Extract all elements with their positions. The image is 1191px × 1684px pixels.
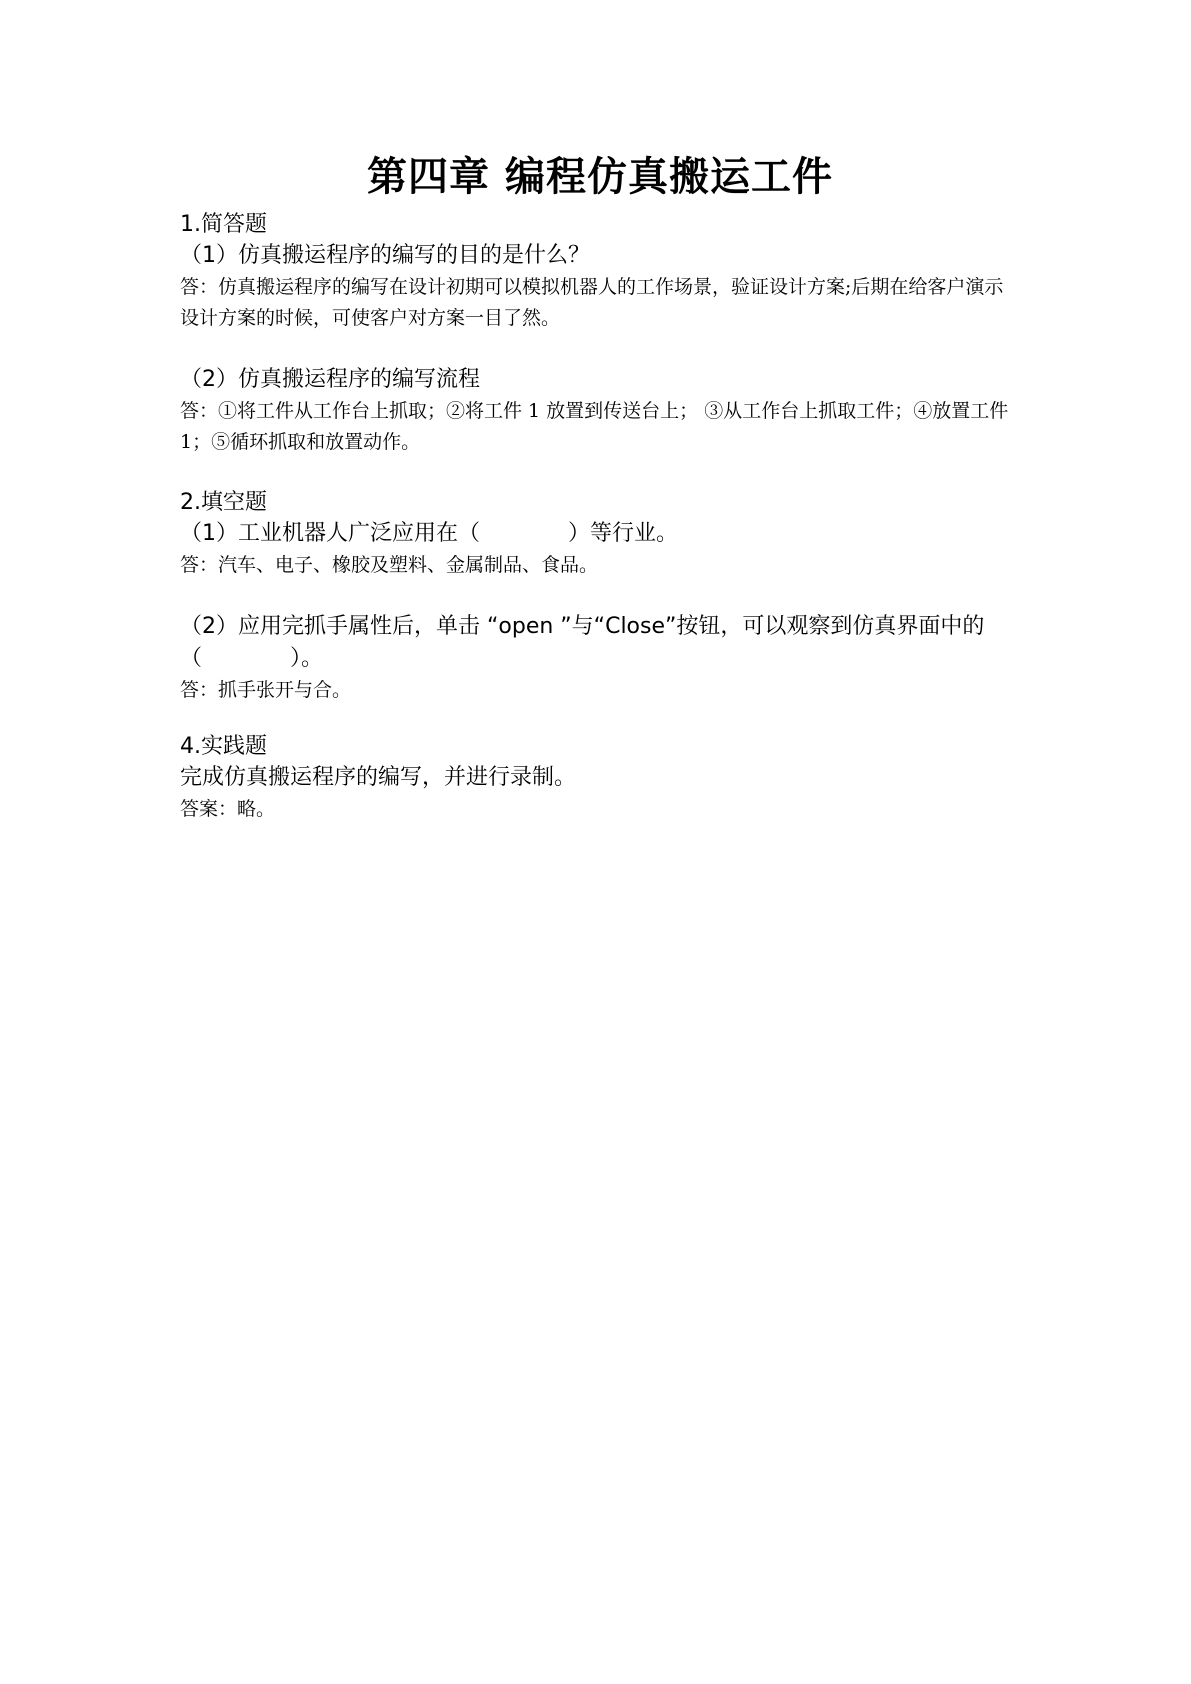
section-heading: 2.填空题	[180, 490, 267, 515]
question-text: （2）应用完抓手属性后，单击 “open ”与“Close”按钮，可以观察到仿真界面中的（ ）。	[180, 614, 985, 671]
question-text: （1）仿真搬运程序的编写的目的是什么？	[180, 243, 590, 268]
answer-text: 答：汽车、电子、橡胶及塑料、金属制品、食品。	[180, 554, 599, 576]
answer-text: 答：抓手张开与合。	[180, 679, 352, 701]
section-heading: 4.实践题	[180, 734, 267, 759]
section-fill-in	[180, 488, 1020, 706]
section-short-answer	[180, 210, 1020, 458]
document-page	[180, 150, 1020, 825]
answer-text: 答案：略。	[180, 798, 276, 820]
question-text: 完成仿真搬运程序的编写，并进行录制。	[180, 765, 577, 790]
section-practice	[180, 732, 1020, 825]
section-heading: 1.简答题	[180, 212, 267, 237]
question-text: （2）仿真搬运程序的编写流程	[180, 367, 480, 392]
page-title: 第四章 编程仿真搬运工件	[367, 154, 833, 200]
question-text: （1）工业机器人广泛应用在（ ）等行业。	[180, 521, 678, 546]
answer-text: 答：①将工件从工作台上抓取；②将工件 1 放置到传送台上； ③从工作台上抓取工件；④放置工件 1；⑤循环抓取和放置动作。	[180, 400, 1009, 453]
answer-text: 答：仿真搬运程序的编写在设计初期可以模拟机器人的工作场景，验证设计方案;后期在给客户演示设计方案的时候，可使客户对方案一目了然。	[180, 276, 1004, 329]
